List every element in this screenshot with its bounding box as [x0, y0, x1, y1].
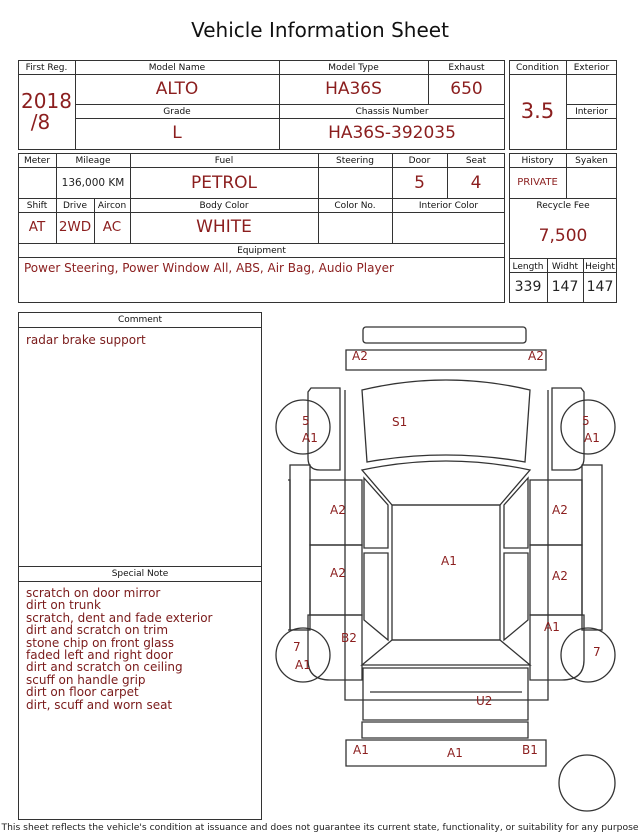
- comment-label: Comment: [117, 315, 163, 325]
- width-value: 147: [551, 279, 579, 295]
- condition-value: 3.5: [520, 99, 555, 123]
- model-name-label: Model Name: [148, 63, 206, 73]
- syaken-label: Syaken: [575, 156, 608, 166]
- damage-left-rear-door: A2: [330, 566, 346, 580]
- roof: [392, 505, 500, 640]
- damage-rear-bumper-left: A1: [353, 743, 369, 757]
- interior-label: Interior: [575, 107, 608, 117]
- height-value: 147: [586, 279, 614, 295]
- history-value: PRIVATE: [517, 177, 558, 188]
- left-side-step: [290, 465, 310, 630]
- equipment-label: Equipment: [237, 246, 286, 256]
- interior-color-label: Interior Color: [418, 201, 479, 211]
- special-note-item: scratch on door mirror: [26, 586, 161, 600]
- first-reg-month: /8: [30, 110, 51, 134]
- front-top-bar: [363, 327, 526, 343]
- door-label: Door: [408, 156, 431, 166]
- meter-label: Meter: [23, 156, 51, 166]
- damage-right-rear-door: A2: [552, 569, 568, 583]
- trunk: [363, 668, 528, 720]
- damage-left-front-tire-num: 5: [302, 414, 310, 428]
- chassis-number-value: HA36S-392035: [328, 123, 456, 143]
- damage-roof: A1: [441, 554, 457, 568]
- front-bumper: [346, 350, 546, 370]
- damage-right-rear-tire-num: 7: [593, 645, 601, 659]
- special-note-list: [26, 587, 213, 711]
- hood: [362, 380, 530, 462]
- special-note-item: dirt and scratch on trim: [26, 623, 169, 638]
- damage-right-quarter: A1: [544, 620, 560, 634]
- left-front-fender: [308, 388, 340, 470]
- special-note-item: scuff on handle grip: [26, 672, 146, 687]
- damage-right-front-tire-code: A1: [584, 431, 600, 445]
- history-label: History: [521, 156, 554, 166]
- drive-value: 2WD: [58, 219, 92, 235]
- damage-right-front-door: A2: [552, 503, 568, 517]
- mileage-label: Mileage: [75, 156, 111, 166]
- left-rear-window: [364, 553, 388, 640]
- special-note-item: faded left and right door: [26, 648, 173, 663]
- recycle-fee-value: 7,500: [538, 226, 588, 246]
- rear-bumper: [346, 740, 546, 766]
- special-note-item: dirt on floor carpet: [26, 685, 139, 700]
- fuel-label: Fuel: [214, 156, 234, 166]
- left-quarter: [308, 615, 362, 680]
- grade-value: L: [172, 123, 182, 143]
- exterior-label: Exterior: [573, 63, 610, 73]
- sheet-title: Vehicle Information Sheet: [191, 18, 449, 42]
- door-value: 5: [414, 173, 425, 193]
- left-front-window: [364, 478, 388, 548]
- shift-value: AT: [28, 219, 46, 235]
- damage-left-rear-tire-code: A1: [295, 658, 311, 672]
- damage-left-front-door: A2: [330, 503, 346, 517]
- grade-label: Grade: [163, 107, 191, 117]
- disclaimer-footer: This sheet reflects the vehicle's condition at issuance and does not guarantee its current state, functionality, or suitability for any purpose: [1, 822, 639, 833]
- special-note-item: dirt, scuff and worn seat: [26, 697, 173, 712]
- steering-label: Steering: [336, 156, 374, 166]
- damage-left-front-tire-code: A1: [302, 431, 318, 445]
- special-note-item: dirt and scratch on ceiling: [26, 660, 183, 675]
- special-note-item: stone chip on front glass: [26, 635, 175, 650]
- aircon-value: AC: [102, 219, 122, 235]
- right-front-window: [504, 478, 528, 548]
- shift-label: Shift: [26, 201, 48, 211]
- fuel-value: PETROL: [190, 173, 258, 193]
- comment-text: radar brake support: [26, 333, 146, 347]
- damage-left-rocker: B2: [341, 631, 357, 645]
- model-name-value: ALTO: [155, 79, 199, 99]
- width-label: Widht: [551, 262, 579, 272]
- recycle-fee-label: Recycle Fee: [536, 201, 590, 211]
- seat-label: Seat: [465, 156, 487, 166]
- right-rear-window: [504, 553, 528, 640]
- color-no-label: Color No.: [334, 201, 376, 211]
- body-color-value: WHITE: [196, 217, 252, 237]
- model-type-label: Model Type: [328, 63, 379, 73]
- left-rear-door: [310, 545, 362, 615]
- length-label: Length: [512, 262, 544, 272]
- right-front-fender: [552, 388, 584, 470]
- condition-label: Condition: [516, 63, 559, 73]
- drive-label: Drive: [63, 201, 87, 211]
- length-value: 339: [514, 279, 542, 295]
- left-rear-tire: [276, 628, 330, 682]
- first-reg-label: First Reg.: [25, 63, 68, 73]
- exhaust-label: Exhaust: [448, 63, 485, 73]
- height-label: Height: [585, 262, 615, 272]
- damage-rear-bumper-right: B1: [522, 743, 538, 757]
- rear-window: [362, 640, 530, 665]
- special-note-item: dirt on trunk: [26, 598, 101, 613]
- chassis-number-label: Chassis Number: [355, 107, 429, 117]
- seat-value: 4: [470, 173, 482, 193]
- damage-front-bumper-right: A2: [528, 349, 544, 363]
- body-color-label: Body Color: [199, 201, 249, 211]
- right-side-step: [582, 465, 602, 630]
- mileage-value: 136,000 KM: [61, 177, 125, 189]
- rear-bar: [362, 722, 528, 738]
- special-note-item: scratch, dent and fade exterior: [26, 610, 213, 625]
- damage-rear-bumper-center: A1: [447, 746, 463, 760]
- model-type-value: HA36S: [325, 79, 382, 99]
- car-damage-diagram: [268, 318, 624, 818]
- damage-left-rear-tire-num: 7: [293, 640, 301, 654]
- special-note-label: Special Note: [111, 569, 169, 579]
- aircon-label: Aircon: [97, 201, 127, 211]
- equipment-value: Power Steering, Power Window All, ABS, Air Bag, Audio Player: [24, 261, 394, 275]
- right-rear-tire: [561, 628, 615, 682]
- spare-tire: [559, 755, 615, 811]
- damage-trunk: U2: [476, 694, 493, 708]
- exhaust-value: 650: [450, 79, 483, 99]
- windshield: [362, 461, 530, 505]
- damage-hood: S1: [392, 415, 408, 429]
- damage-right-front-tire-num: 5: [582, 414, 590, 428]
- damage-front-bumper-left: A2: [352, 349, 368, 363]
- first-reg-year: 2018: [21, 89, 72, 113]
